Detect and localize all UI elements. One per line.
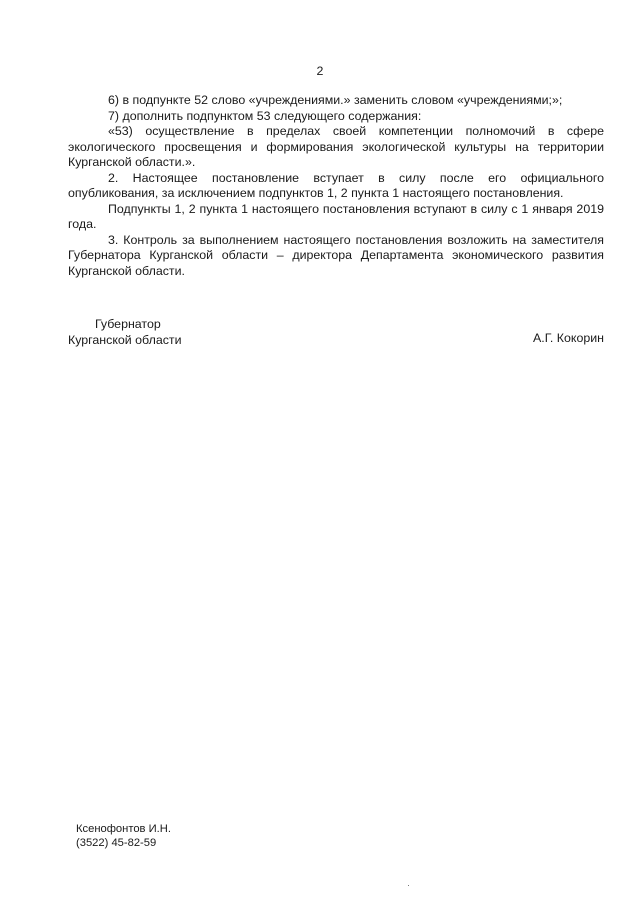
- page-number: 2: [316, 64, 324, 78]
- signature-title: [68, 317, 208, 348]
- signatory-name: А.Г. Кокорин: [532, 331, 604, 345]
- document-body: [68, 93, 604, 279]
- signature-title-line1: Губернатор: [95, 317, 161, 331]
- paragraph-clause-3: 3. Контроль за выполнением настоящего постановления возложить на заместителя Губернатора Курганской области – директора Департамента экономического развития Курганской области.: [68, 232, 604, 278]
- executor-name: Ксенофонтов И.Н.: [76, 823, 171, 835]
- executor-block: [76, 822, 171, 850]
- paragraph-clause-2: 2. Настоящее постановление вступает в силу после его официального опубликования, за исключением подпунктов 1, 2 пункта 1 настоящего постановления.: [68, 170, 604, 200]
- scan-speck: [408, 885, 409, 886]
- paragraph-item-7: 7) дополнить подпунктом 53 следующего содержания:: [108, 108, 422, 123]
- paragraph-quoted-item-53: «53) осуществление в пределах своей компетенции полномочий в сфере экологического просвещения и формирования экологической культуры на территории Курганской области.».: [68, 124, 604, 169]
- paragraph-effective-date: Подпункты 1, 2 пункта 1 настоящего постановления вступают в силу с 1 января 2019 года.: [68, 201, 604, 231]
- executor-phone: (3522) 45-82-59: [76, 837, 157, 849]
- paragraph-item-6: 6) в подпункте 52 слово «учреждениями.» заменить словом «учреждениями;»;: [108, 93, 563, 107]
- signature-title-line2: Курганской области: [68, 332, 182, 347]
